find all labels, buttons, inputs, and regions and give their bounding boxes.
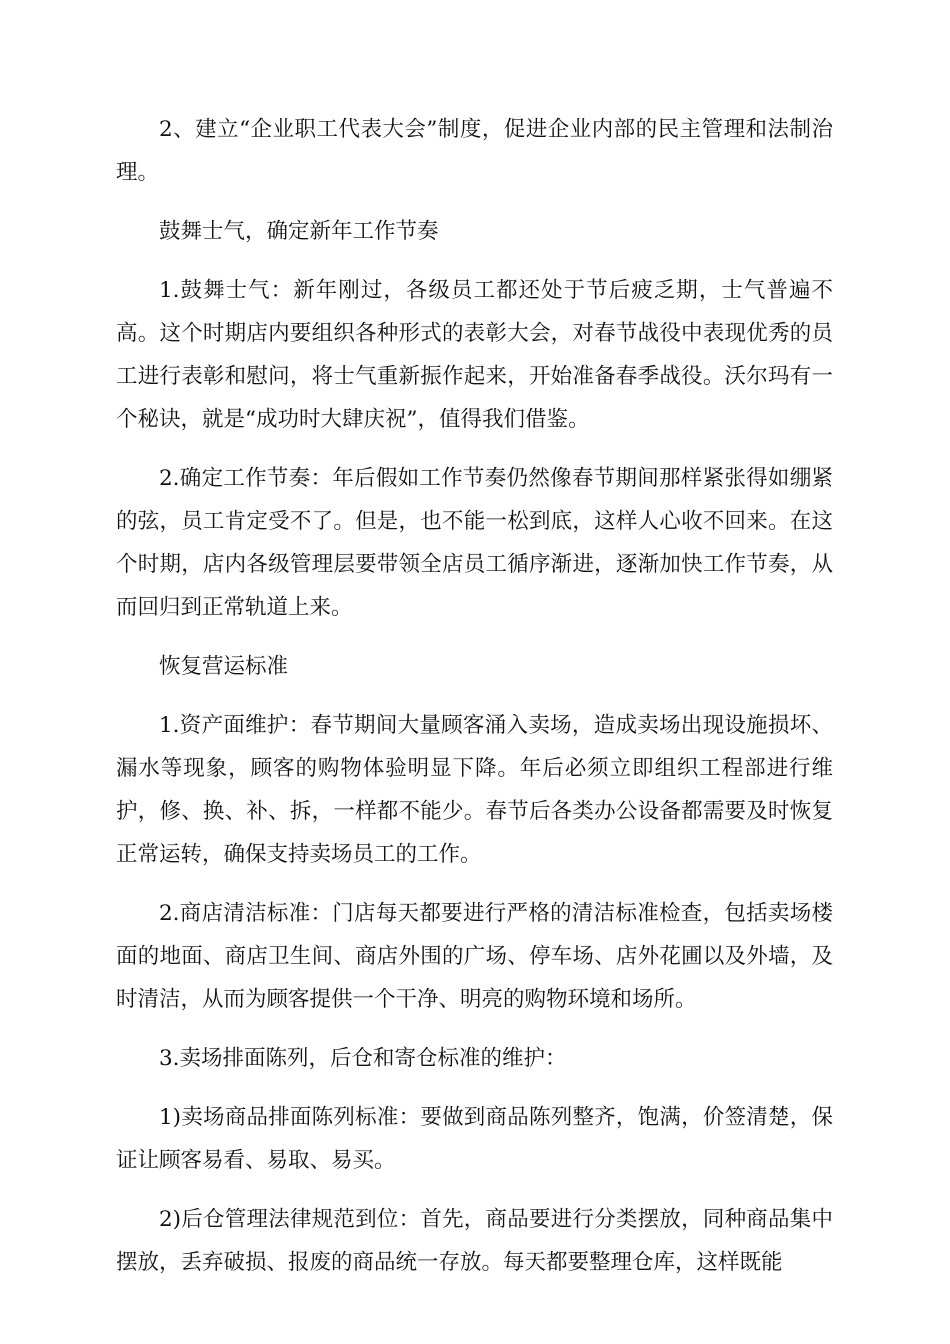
paragraph-work-rhythm: 2.确定工作节奏：年后假如工作节奏仍然像春节期间那样紧张得如绷紧的弦，员工肯定受不了。但是，也不能一松到底，这样人心收不回来。在这个时期，店内各级管理层要带领全店员工循序渐进，逐渐加快工作节奏，从而回归到正常轨道上来。 (116, 466, 833, 620)
section-heading-morale: 鼓舞士气，确定新年工作节奏 (159, 219, 439, 244)
paragraph-warehouse-management: 2)后仓管理法律规范到位：首先，商品要进行分类摆放，同种商品集中摆放，丢弃破损、报废的商品统一存放。每天都要整理仓库，这样既能 (116, 1207, 833, 1275)
section-heading-operations: 恢复营运标准 (159, 654, 289, 679)
paragraph-asset-maintenance: 1.资产面维护：春节期间大量顾客涌入卖场，造成卖场出现设施损坏、漏水等现象，顾客的购物体验明显下降。年后必须立即组织工程部进行维护，修、换、补、拆，一样都不能少。春节后各类办公设备都需要及时恢复正常运转，确保支持卖场员工的工作。 (116, 713, 833, 867)
paragraph-display-standard: 1)卖场商品排面陈列标准：要做到商品陈列整齐，饱满，价签清楚，保证让顾客易看、易取、易买。 (116, 1105, 833, 1173)
document-page (116, 108, 833, 1300)
paragraph-boost-morale: 1.鼓舞士气：新年刚过，各级员工都还处于节后疲乏期，士气普遍不高。这个时期店内要组织各种形式的表彰大会，对春节战役中表现优秀的员工进行表彰和慰问，将士气重新振作起来，开始准备春季战役。沃尔玛有一个秘诀，就是“成功时大肆庆祝”，值得我们借鉴。 (116, 278, 833, 432)
paragraph-cleaning-standard: 2.商店清洁标准：门店每天都要进行严格的清洁标准检查，包括卖场楼面的地面、商店卫生间、商店外围的广场、停车场、店外花圃以及外墙，及时清洁，从而为顾客提供一个干净、明亮的购物环境和场所。 (116, 901, 833, 1012)
subheading-display-maintenance: 3.卖场排面陈列，后仓和寄仓标准的维护： (159, 1046, 567, 1071)
paragraph-representative-congress: 2、建立“企业职工代表大会”制度，促进企业内部的民主管理和法制治理。 (116, 117, 833, 185)
